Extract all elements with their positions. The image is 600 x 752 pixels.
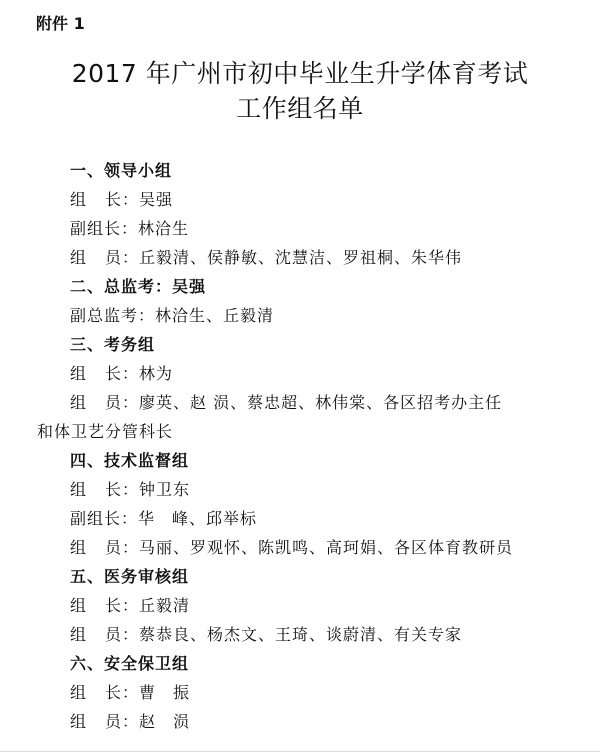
row-label: 组 — [70, 480, 88, 499]
row-value: 林洽生 — [138, 219, 190, 238]
section-heading-technical-supervision: 四、技术监督组 — [70, 451, 190, 470]
row-label-2: 员： — [105, 248, 140, 267]
row-label-2: 长： — [105, 190, 140, 209]
row-label: 组 — [70, 712, 88, 731]
row-value: 华 峰、邱举标 — [138, 509, 258, 528]
row-value: 吴强 — [139, 190, 174, 209]
row-label: 副组长： — [70, 509, 139, 528]
members-row — [70, 536, 513, 560]
row-label: 组 — [70, 538, 88, 557]
row-label-2: 员： — [105, 712, 140, 731]
row-label-2: 员： — [105, 538, 140, 557]
row-label: 组 — [70, 393, 88, 412]
row-label-2: 长： — [105, 364, 140, 383]
document-title-line-2: 工作组名单 — [236, 94, 364, 123]
row-value: 马丽、罗观怀、陈凯鸣、高珂娟、各区体育教研员 — [139, 538, 514, 557]
leader-row — [70, 362, 173, 386]
row-label: 组 — [70, 364, 88, 383]
section-heading-security: 六、安全保卫组 — [70, 654, 190, 673]
section-heading-leadership: 一、领导小组 — [70, 161, 173, 180]
row-value: 蔡恭良、杨杰文、王琦、谈蔚清、有关专家 — [139, 625, 463, 644]
row-value: 赵 涢 — [139, 712, 191, 731]
leader-row — [70, 188, 173, 212]
deputy-proctor-row — [70, 304, 274, 328]
row-value: 林为 — [139, 364, 174, 383]
members-row — [70, 623, 462, 647]
section-heading-exam-affairs: 三、考务组 — [70, 335, 156, 354]
members-row-continued: 和体卫艺分管科长 — [37, 422, 174, 441]
section-heading-medical-review: 五、医务审核组 — [70, 567, 190, 586]
section-heading-chief-proctor: 二、总监考：吴强 — [70, 277, 207, 296]
row-value: 廖英、赵 涢、蔡忠超、林伟棠、各区招考办主任 — [139, 393, 503, 412]
document-title-line-1: 2017 年广州市初中毕业生升学体育考试 — [71, 59, 529, 88]
row-label-2: 长： — [105, 480, 140, 499]
row-label: 组 — [70, 683, 88, 702]
row-label-2: 员： — [105, 393, 140, 412]
row-label: 副总监考： — [70, 306, 156, 325]
attachment-label: 附件 1 — [36, 14, 85, 33]
row-label: 组 — [70, 190, 88, 209]
deputy-leader-row — [70, 507, 257, 531]
leader-row — [70, 594, 190, 618]
deputy-leader-row — [70, 217, 189, 241]
row-label-2: 员： — [105, 625, 140, 644]
row-value: 丘毅清、侯静敏、沈慧洁、罗祖桐、朱华伟 — [139, 248, 463, 267]
leader-row — [70, 681, 190, 705]
row-label: 组 — [70, 248, 88, 267]
row-label: 组 — [70, 596, 88, 615]
row-label-2: 长： — [105, 683, 140, 702]
members-row — [70, 246, 462, 270]
row-label: 副组长： — [70, 219, 139, 238]
row-value: 丘毅清 — [139, 596, 191, 615]
row-value: 钟卫东 — [139, 480, 191, 499]
row-label-2: 长： — [105, 596, 140, 615]
members-row — [70, 391, 502, 415]
row-value: 曹 振 — [139, 683, 191, 702]
members-row — [70, 710, 190, 734]
row-label: 组 — [70, 625, 88, 644]
leader-row — [70, 478, 190, 502]
row-value: 林洽生、丘毅清 — [155, 306, 275, 325]
